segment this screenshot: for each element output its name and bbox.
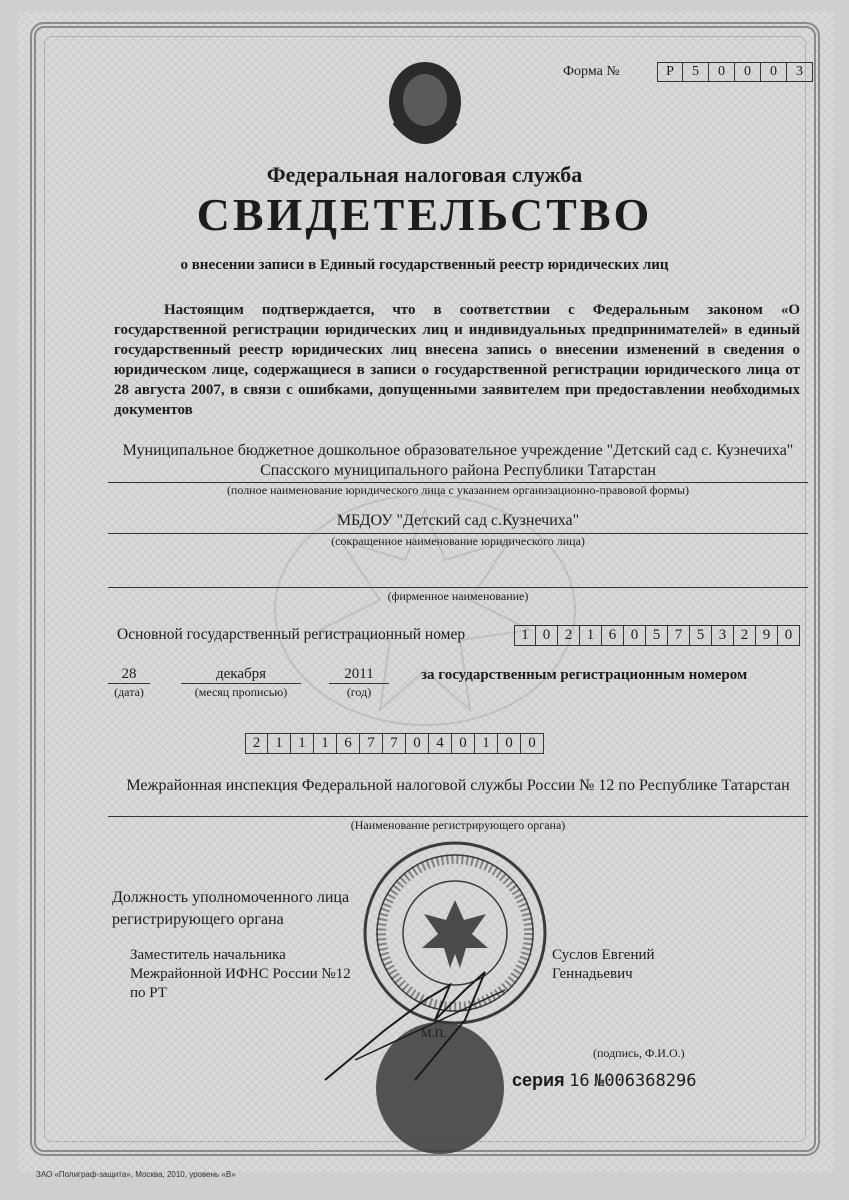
ogrn-digit: 9 bbox=[756, 625, 778, 646]
grn-digit: 4 bbox=[429, 733, 452, 754]
ogrn-label: Основной государственный регистрационный номер bbox=[117, 626, 466, 643]
form-label: Форма № bbox=[563, 64, 620, 79]
registration-text: за государственным регистрационным номером bbox=[421, 667, 748, 683]
grn-digit: 1 bbox=[291, 733, 314, 754]
position-label: Должность уполномоченного лица регистрирующего органа bbox=[112, 889, 350, 928]
grn-digit: 1 bbox=[475, 733, 498, 754]
seal-place-label: М.П. bbox=[421, 1026, 447, 1040]
grn-number bbox=[245, 733, 544, 754]
brand-name-caption: (фирменное наименование) bbox=[387, 589, 529, 603]
grn-digit: 1 bbox=[314, 733, 337, 754]
grn-digit: 2 bbox=[245, 733, 268, 754]
grn-digit: 0 bbox=[452, 733, 475, 754]
registering-authority: Межрайонная инспекция Федеральной налоговой службы России № 12 по Республике Татарстан bbox=[126, 777, 790, 794]
form-number-digit: Р bbox=[657, 62, 683, 82]
ogrn-digit: 0 bbox=[624, 625, 646, 646]
ogrn-digit: 0 bbox=[536, 625, 558, 646]
date-day-caption: (дата) bbox=[114, 685, 144, 699]
ogrn-digit: 6 bbox=[602, 625, 624, 646]
grn-digit: 6 bbox=[337, 733, 360, 754]
form-number-digit: 3 bbox=[787, 62, 813, 82]
blank-number: №006368296 bbox=[594, 1071, 697, 1091]
state-emblem-icon bbox=[385, 52, 465, 160]
entity-full-name: Муниципальное бюджетное дошкольное образовательное учреждение "Детский сад с. Кузнечиха" Спасского муниципального района Республики Татарстан bbox=[122, 442, 794, 479]
grn-digit: 1 bbox=[268, 733, 291, 754]
grn-digit: 0 bbox=[521, 733, 544, 754]
document-subtitle: о внесении записи в Единый государственный реестр юридических лиц bbox=[180, 257, 669, 273]
certification-text: Настоящим подтверждается, что в соответствии с Федеральным законом «О государственной регистрации юридических лиц и индивидуальных предпринимателей» в единый государственный реестр юридических лиц внесена запись о внесении изменений в сведения о юридическом лице, содержащиеся в записи о государственной регистрации юридического лица от 28 августа 2007, в связи с ошибками, допущенными заявителем при предоставлении необходимых документов bbox=[114, 302, 800, 418]
entity-short-name: МБДОУ "Детский сад с.Кузнечиха" bbox=[336, 512, 580, 529]
document-title: СВИДЕТЕЛЬСТВО bbox=[196, 189, 653, 240]
divider bbox=[108, 816, 808, 817]
divider bbox=[108, 683, 150, 684]
date-month: декабря bbox=[215, 666, 267, 682]
signature-caption: (подпись, Ф.И.О.) bbox=[593, 1046, 685, 1060]
form-number-digit: 0 bbox=[735, 62, 761, 82]
series-value: 16 bbox=[569, 1071, 590, 1091]
divider bbox=[181, 683, 301, 684]
date-year: 2011 bbox=[344, 666, 374, 682]
form-number bbox=[657, 62, 813, 82]
date-day: 28 bbox=[121, 666, 137, 682]
divider bbox=[108, 587, 808, 588]
form-number-digit: 0 bbox=[761, 62, 787, 82]
ogrn-digit: 5 bbox=[646, 625, 668, 646]
date-month-caption: (месяц прописью) bbox=[194, 685, 288, 699]
form-number-digit: 0 bbox=[709, 62, 735, 82]
grn-digit: 7 bbox=[360, 733, 383, 754]
ogrn-number bbox=[514, 625, 800, 646]
grn-digit: 7 bbox=[383, 733, 406, 754]
ogrn-digit: 0 bbox=[778, 625, 800, 646]
ogrn-digit: 1 bbox=[580, 625, 602, 646]
serial-number bbox=[512, 1070, 696, 1091]
short-name-caption: (сокращенное наименование юридического лица) bbox=[331, 534, 585, 548]
grn-digit: 0 bbox=[498, 733, 521, 754]
series-label: серия bbox=[512, 1070, 565, 1090]
signatory-name: Суслов Евгений Геннадьевич bbox=[552, 947, 655, 982]
printer-imprint: ЗАО «Полиграф-защита», Москва, 2010, уровень «В» bbox=[36, 1170, 236, 1179]
ogrn-digit: 5 bbox=[690, 625, 712, 646]
ogrn-digit: 2 bbox=[558, 625, 580, 646]
divider bbox=[329, 683, 389, 684]
ogrn-digit: 7 bbox=[668, 625, 690, 646]
form-number-digit: 5 bbox=[683, 62, 709, 82]
ogrn-digit: 2 bbox=[734, 625, 756, 646]
authority-caption: (Наименование регистрирующего органа) bbox=[350, 818, 566, 832]
signatory-position: Заместитель начальника Межрайонной ИФНС России №12 по РТ bbox=[130, 947, 351, 1001]
grn-digit: 0 bbox=[406, 733, 429, 754]
ogrn-digit: 1 bbox=[514, 625, 536, 646]
ogrn-digit: 3 bbox=[712, 625, 734, 646]
date-year-caption: (год) bbox=[346, 685, 372, 699]
full-name-caption: (полное наименование юридического лица с указанием организационно-правовой формы) bbox=[226, 483, 690, 497]
issuer-title: Федеральная налоговая служба bbox=[266, 162, 583, 187]
